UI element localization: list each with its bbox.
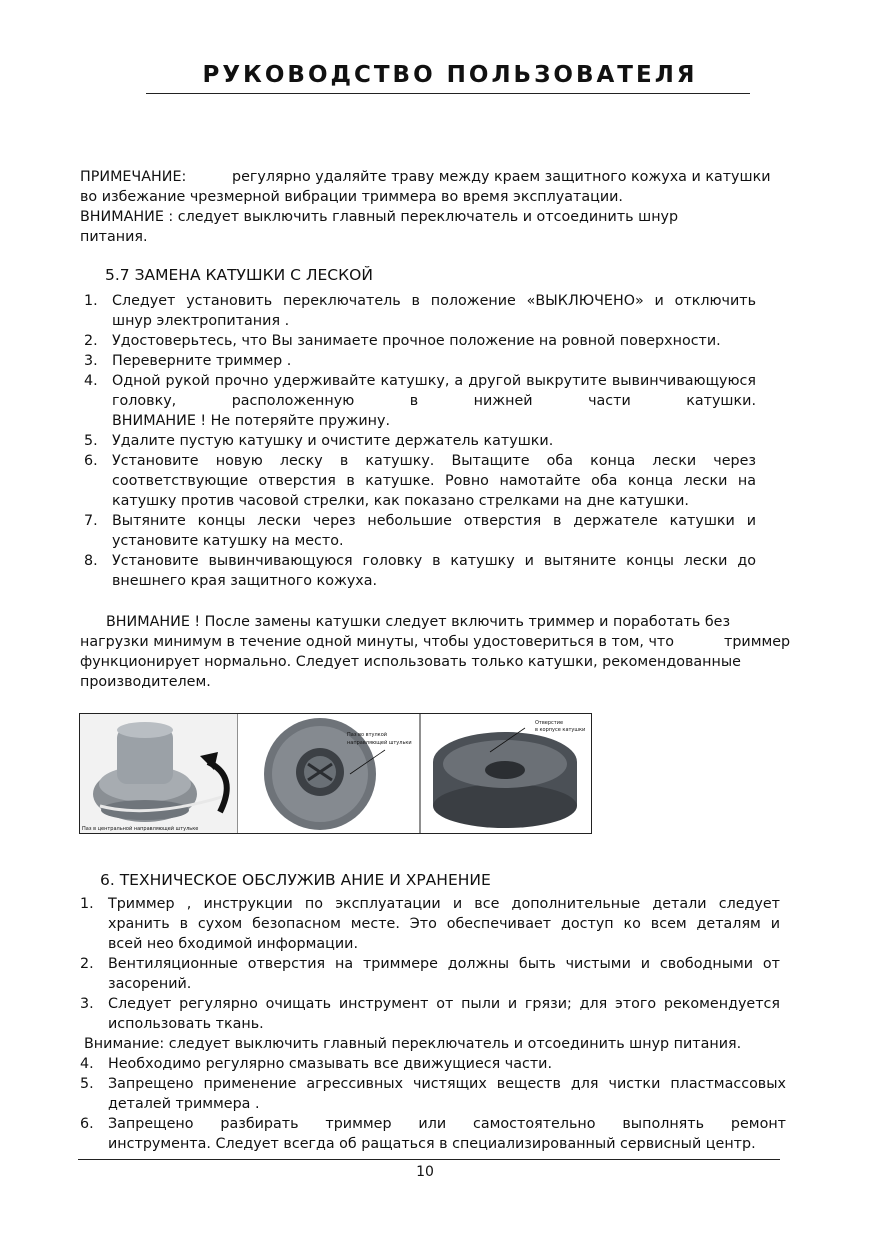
list-item-number: 3. <box>80 996 94 1012</box>
section-6-attention: Внимание: следует выключить главный переключатель и отсоединить шнур питания. <box>84 1036 742 1052</box>
list-item-line: Вентиляционные отверстия на триммере должны быть чистыми и свободными от <box>108 956 780 972</box>
section-heading: 5.7 ЗАМЕНА КАТУШКИ С ЛЕСКОЙ <box>105 266 373 284</box>
list-item-line: Триммер , инструкции по эксплуатации и все дополнительные детали следует <box>108 896 780 912</box>
list-item-line: Удалите пустую катушку и очистите держатель катушки. <box>112 433 554 449</box>
list-item-line: соответствующие отверстия в катушке. Ровно намотайте оба конца лески на <box>112 473 756 489</box>
warning-text-2b: триммер <box>724 634 791 650</box>
list-item-line: установите катушку на место. <box>112 533 344 549</box>
list-item-line: Установите вывинчивающуюся головку в катушку и вытяните концы лески до <box>112 553 756 569</box>
list-item-line: Следует установить переключатель в положение «ВЫКЛЮЧЕНО» и отключить <box>112 293 756 309</box>
list-item-line: головку, расположенную в нижней части катушки. <box>112 393 756 409</box>
list-item-number: 3. <box>84 353 98 369</box>
list-item-line: шнур электропитания . <box>112 313 290 329</box>
warning-text-1: ВНИМАНИЕ ! После замены катушки следует включить триммер и поработать без <box>106 614 731 630</box>
list-item-line: катушку против часовой стрелки, как показано стрелками на дне катушки. <box>112 493 689 509</box>
list-item-line: внешнего края защитного кожуха. <box>112 573 378 589</box>
page-title: РУКОВОДСТВО ПОЛЬЗОВАТЕЛЯ <box>202 62 698 88</box>
list-item-line: всей нео бходимой информации. <box>108 936 359 952</box>
list-item-line: Следует регулярно очищать инструмент от пыли и грязи; для этого рекомендуется <box>108 996 780 1012</box>
list-item-number: 5. <box>84 433 98 449</box>
note-text-2: во избежание чрезмерной вибрации триммера во время эксплуатации. <box>80 189 623 205</box>
figure-caption-3a: Отверстие <box>535 720 564 726</box>
spool-illustration <box>80 714 591 833</box>
note-label: ПРИМЕЧАНИЕ: <box>80 169 187 185</box>
attention-text: ВНИМАНИЕ : следует выключить главный переключатель и отсоединить шнур <box>80 209 679 225</box>
footer-divider <box>78 1159 780 1160</box>
list-item-line: инструмента. Следует всегда об ращаться в специализированный сервисный центр. <box>108 1136 756 1152</box>
list-item-line: Установите новую леску в катушку. Вытащите оба конца лески через <box>112 453 756 469</box>
list-item-line: использовать ткань. <box>108 1016 264 1032</box>
list-item-line: Необходимо регулярно смазывать все движущиеся части. <box>108 1056 553 1072</box>
page-number: 10 <box>416 1164 434 1180</box>
list-item-number: 1. <box>84 293 98 309</box>
figure-caption-3b: в корпусе катушки <box>535 727 586 733</box>
list-item-number: 1. <box>80 896 94 912</box>
list-item-number: 7. <box>84 513 98 529</box>
list-item-number: 6. <box>80 1116 94 1132</box>
list-item-line: засорений. <box>108 976 192 992</box>
warning-text-4: производителем. <box>80 674 211 690</box>
list-item-number: 6. <box>84 453 98 469</box>
header-divider <box>146 93 750 94</box>
list-item-number: 2. <box>80 956 94 972</box>
figure-caption-1: Паз в центральной направляющей штульке <box>82 826 199 832</box>
warning-text-2: нагрузки минимум в течение одной минуты, чтобы удостовериться в том, что <box>80 634 674 650</box>
list-item-line: ВНИМАНИЕ ! Не потеряйте пружину. <box>112 413 391 429</box>
figure-caption-2a: Паз во втулкой <box>347 732 388 738</box>
spool-housing-photo <box>433 728 577 828</box>
list-item-line: деталей триммера . <box>108 1096 260 1112</box>
list-item-line: Одной рукой прочно удерживайте катушку, а другой выкрутите вывинчивающуюся <box>112 373 756 389</box>
warning-text-3: функционирует нормально. Следует использовать только катушки, рекомендованные <box>80 654 741 670</box>
attention-text-2: питания. <box>80 229 148 245</box>
list-item-number: 4. <box>84 373 98 389</box>
figure-caption-2b: направляющей штульки <box>347 740 412 746</box>
list-item-line: Запрещено применение агрессивных чистящих веществ для чистки пластмассовых <box>108 1076 786 1092</box>
list-item-line: Запрещено разбирать триммер или самостоятельно выполнять ремонт <box>108 1116 786 1132</box>
list-item-line: Вытяните концы лески через небольшие отверстия в держателе катушки и <box>112 513 756 529</box>
list-item-number: 5. <box>80 1076 94 1092</box>
trimmer-head-photo <box>80 714 237 833</box>
list-item-line: Переверните триммер . <box>112 353 292 369</box>
list-item-line: Удостоверьтесь, что Вы занимаете прочное положение на ровной поверхности. <box>112 333 721 349</box>
note-text: регулярно удаляйте траву между краем защитного кожуха и катушки <box>232 169 771 185</box>
spool-figure <box>79 713 592 834</box>
section-heading-6: 6. ТЕХНИЧЕСКОЕ ОБСЛУЖИВ АНИЕ И ХРАНЕНИЕ <box>100 871 491 889</box>
list-item-number: 4. <box>80 1056 94 1072</box>
list-item-number: 2. <box>84 333 98 349</box>
list-item-number: 8. <box>84 553 98 569</box>
list-item-line: хранить в сухом безопасном месте. Это обеспечивает доступ ко всем деталям и <box>108 916 780 932</box>
